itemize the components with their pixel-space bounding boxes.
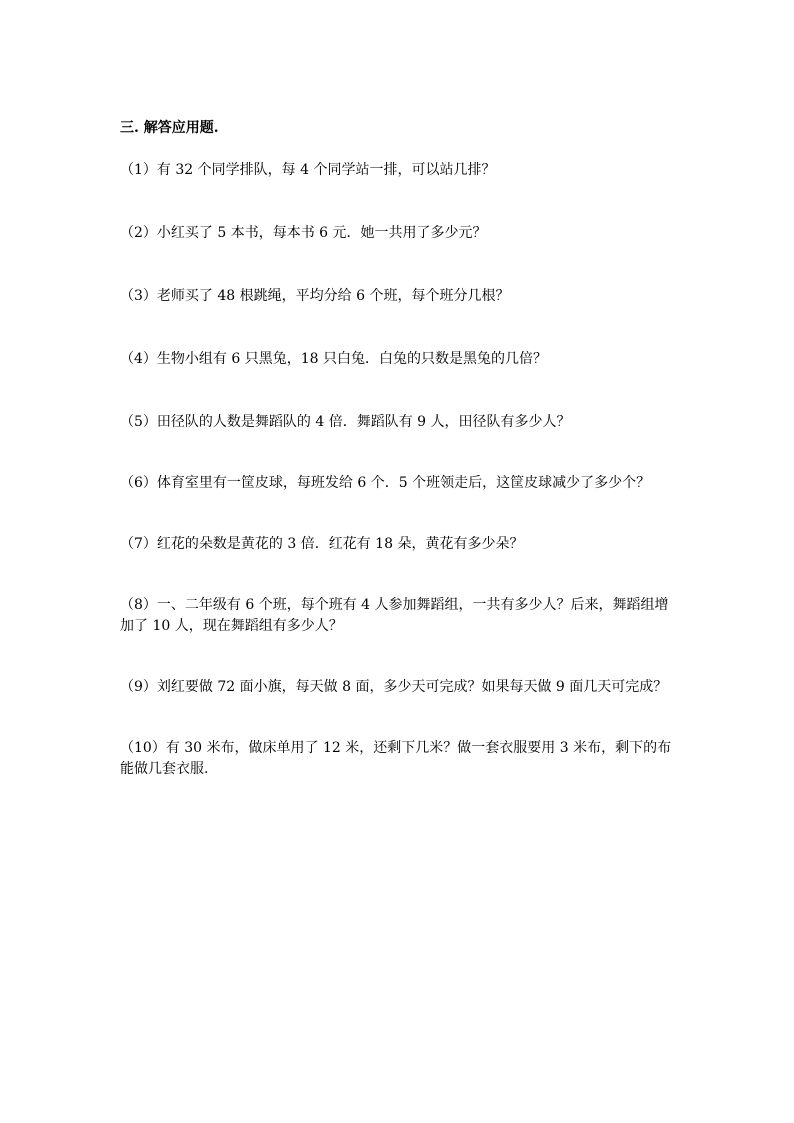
question-text: 老师买了 48 根跳绳，平均分给 6 个班，每个班分几根？ [156,288,510,304]
question-number: （3） [120,288,157,304]
question-number: （10） [120,740,166,756]
question-item [120,595,682,637]
question-number: （2） [120,225,157,241]
question-item [120,473,682,494]
question-text: 有 32 个同学排队，每 4 个同学站一排，可以站几排？ [156,162,496,178]
question-text: 刘红要做 72 面小旗，每天做 8 面，多少天可完成？如果每天做 9 面几天可完成？ [156,679,668,695]
question-item [120,677,682,698]
section-title: 三. 解答应用题. [120,120,219,136]
question-item [120,738,682,780]
question-text: 一、二年级有 6 个班，每个班有 4 人参加舞蹈组，一共有多少人？后来，舞蹈组增加了 10 人，现在舞蹈组有多少人？ [120,597,669,634]
question-number: （7） [120,536,157,552]
question-item [120,534,682,555]
question-number: （8） [120,597,157,613]
question-text: 体育室里有一筐皮球，每班发给 6 个．5 个班领走后，这筐皮球减少了多少个？ [156,475,651,491]
worksheet-content [120,118,682,780]
question-text: 生物小组有 6 只黑兔，18 只白兔．白兔的只数是黑兔的几倍？ [156,351,547,367]
question-item [120,160,682,181]
question-number: （4） [120,351,157,367]
question-item [120,223,682,244]
question-text: 田径队的人数是舞蹈队的 4 倍．舞蹈队有 9 人，田径队有多少人？ [156,414,571,430]
question-number: （1） [120,162,157,178]
question-number: （5） [120,414,157,430]
question-text: 红花的朵数是黄花的 3 倍．红花有 18 朵，黄花有多少朵？ [156,536,524,552]
question-number: （9） [120,679,157,695]
question-text: 有 30 米布，做床单用了 12 米，还剩下几米？做一套衣服要用 3 米布，剩下的布能做几套衣服. [120,740,672,777]
question-item [120,412,682,433]
question-item [120,349,682,370]
question-text: 小红买了 5 本书，每本书 6 元．她一共用了多少元？ [156,225,487,241]
question-item [120,286,682,307]
question-number: （6） [120,475,157,491]
question-list [120,160,682,780]
